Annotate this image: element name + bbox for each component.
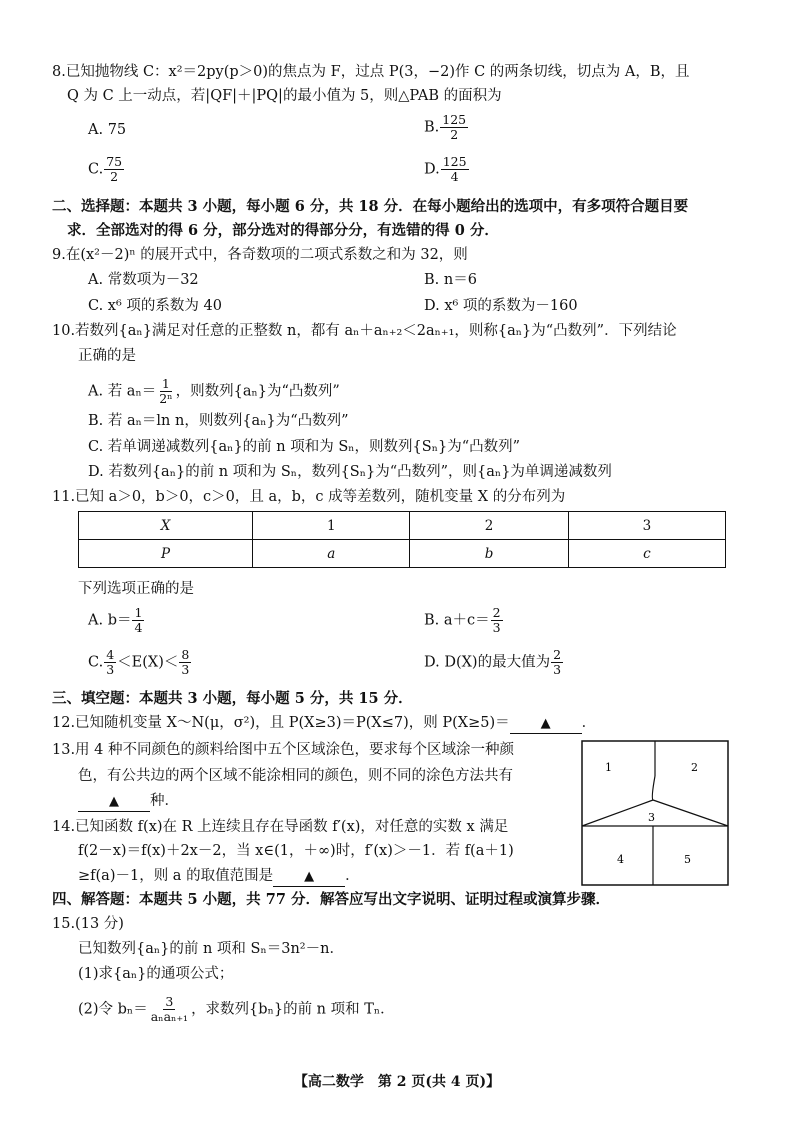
region-label-4: 4 [617, 853, 624, 866]
page-footer: 【高二数学 第 2 页(共 4 页)】 [293, 1074, 501, 1090]
triangle-icon: ▲ [109, 794, 119, 809]
q8-option-d: D. $\frac{125}{4}$ [424, 154, 467, 184]
table-row [79, 540, 726, 568]
section3-heading: 三、填空题：本题共 3 小题，每小题 5 分，共 15 分． [52, 690, 413, 707]
q12-stem: 12.已知随机变量 X～N(μ，σ²)，且 P(X≥3)＝P(X≤7)，则 P(X≥5)＝ ▲ ． [52, 714, 596, 734]
region-label-2: 2 [691, 761, 698, 774]
q8-option-b: B. $\frac{125}{2}$ [424, 112, 467, 142]
q8-option-c: C. $\frac{75}{2}$ [88, 154, 123, 184]
q15-part1: (1)求{aₙ}的通项公式； [78, 966, 234, 982]
q11-option-b: B. a＋c＝ $\frac{2}{3}$ [424, 605, 501, 635]
table-cell: X [79, 512, 253, 540]
section2-heading-line2: 求．全部选对的得 6 分，部分选对的得部分分，有选错的得 0 分． [67, 222, 499, 239]
q15-part2: (2)令 bₙ＝ $\frac{3}{\text{aₙaₙ₊₁}}$ ，求数列{bₙ}的前 n 项和 Tₙ． [78, 994, 395, 1024]
q11-option-d: D. D(X)的最大值为 $\frac{2}{3}$ [424, 647, 562, 677]
q9-stem: 9.在(x²－2)ⁿ 的展开式中，各奇数项的二项式系数之和为 32，则 [52, 247, 468, 263]
region-divider [653, 800, 728, 826]
q8-option-a: A. 75 [88, 122, 127, 138]
q15-header: 15.(13 分) [52, 916, 124, 932]
region-label-3: 3 [648, 811, 655, 824]
table-cell: c [568, 540, 725, 568]
q9-option-a: A. 常数项为－32 [88, 272, 199, 288]
table-cell: 2 [410, 512, 568, 540]
q12-answer-blank[interactable] [510, 714, 582, 734]
q10-option-d: D. 若数列{aₙ}的前 n 项和为 Sₙ，数列{Sₙ}为“凸数列”，则{aₙ}为单调递减数列 [88, 464, 612, 480]
q9-option-c: C. x⁶ 项的系数为 40 [88, 298, 222, 314]
table-cell: 1 [253, 512, 410, 540]
region-label-5: 5 [684, 853, 691, 866]
q11-distribution-table [78, 511, 726, 568]
triangle-icon: ▲ [304, 869, 315, 884]
q13-line1: 13.用 4 种不同颜色的颜料给图中五个区域涂色，要求每个区域涂一种颜 [52, 742, 515, 758]
q14-answer-blank[interactable] [273, 867, 345, 887]
q13-line2: 色，有公共边的两个区域不能涂相同的颜色，则不同的涂色方法共有 [78, 768, 513, 784]
table-cell: b [410, 540, 568, 568]
q11-option-c: C. $\frac{4}{3}$ ＜E(X)＜ $\frac{8}{3}$ [88, 647, 190, 677]
q13-line3: ▲ 种． [78, 792, 179, 812]
region-label-1: 1 [605, 761, 612, 774]
q8-stem-line2: Q 为 C 上一动点，若|QF|＋|PQ|的最小值为 5，则△PAB 的面积为 [67, 88, 502, 104]
q14-line1: 14.已知函数 f(x)在 R 上连续且存在导函数 f′(x)，对任意的实数 x 满足 [52, 819, 509, 835]
q10-stem-line2: 正确的是 [78, 348, 136, 364]
q14-line3: ≥f(a)－1，则 a 的取值范围是 ▲ ． [78, 867, 360, 887]
table-cell: a [253, 540, 410, 568]
region-divider [582, 800, 653, 826]
q10-option-c: C. 若单调递减数列{aₙ}的前 n 项和为 Sₙ，则数列{Sₙ}为“凸数列” [88, 439, 521, 455]
q9-option-d: D. x⁶ 项的系数为－160 [424, 298, 578, 314]
region-divider [652, 776, 655, 800]
triangle-icon: ▲ [540, 716, 551, 731]
coloring-regions-figure [581, 740, 729, 886]
q11-stem: 11.已知 a＞0，b＞0，c＞0，且 a，b，c 成等差数列，随机变量 X 的分布列为 [52, 489, 566, 505]
q11-option-a: A. b＝ $\frac{1}{4}$ [88, 605, 143, 635]
table-cell: P [79, 540, 253, 568]
table-cell: 3 [568, 512, 725, 540]
q10-option-a: A. 若 aₙ＝ $\frac{1}{\text{2ⁿ}}$ ，则数列{aₙ}为“凸数列” [88, 376, 340, 406]
q15-given: 已知数列{aₙ}的前 n 项和 Sₙ＝3n²－n． [78, 941, 344, 957]
q10-option-b: B. 若 aₙ＝ln n，则数列{aₙ}为“凸数列” [88, 413, 349, 429]
table-row [79, 512, 726, 540]
section2-heading-line1: 二、选择题：本题共 3 小题，每小题 6 分，共 18 分．在每小题给出的选项中，有多项符合题目要 [52, 198, 689, 215]
q11-prompt: 下列选项正确的是 [78, 581, 194, 597]
q13-answer-blank[interactable] [78, 792, 150, 812]
q14-line2: f(2－x)＝f(x)＋2x－2，当 x∈(1，＋∞)时，f′(x)＞－1．若 f(a＋1) [78, 843, 514, 859]
q9-option-b: B. n＝6 [424, 272, 477, 288]
q10-stem-line1: 10.若数列{aₙ}满足对任意的正整数 n，都有 aₙ＋aₙ₊₂＜2aₙ₊₁，则称{aₙ}为“凸数列”．下列结论 [52, 323, 677, 339]
q8-stem-line1: 8.已知抛物线 C：x²＝2py(p＞0)的焦点为 F，过点 P(3，−2)作 C 的两条切线，切点为 A，B，且 [52, 64, 690, 80]
section4-heading: 四、解答题：本题共 5 小题，共 77 分．解答应写出文字说明、证明过程或演算步骤． [52, 891, 610, 908]
